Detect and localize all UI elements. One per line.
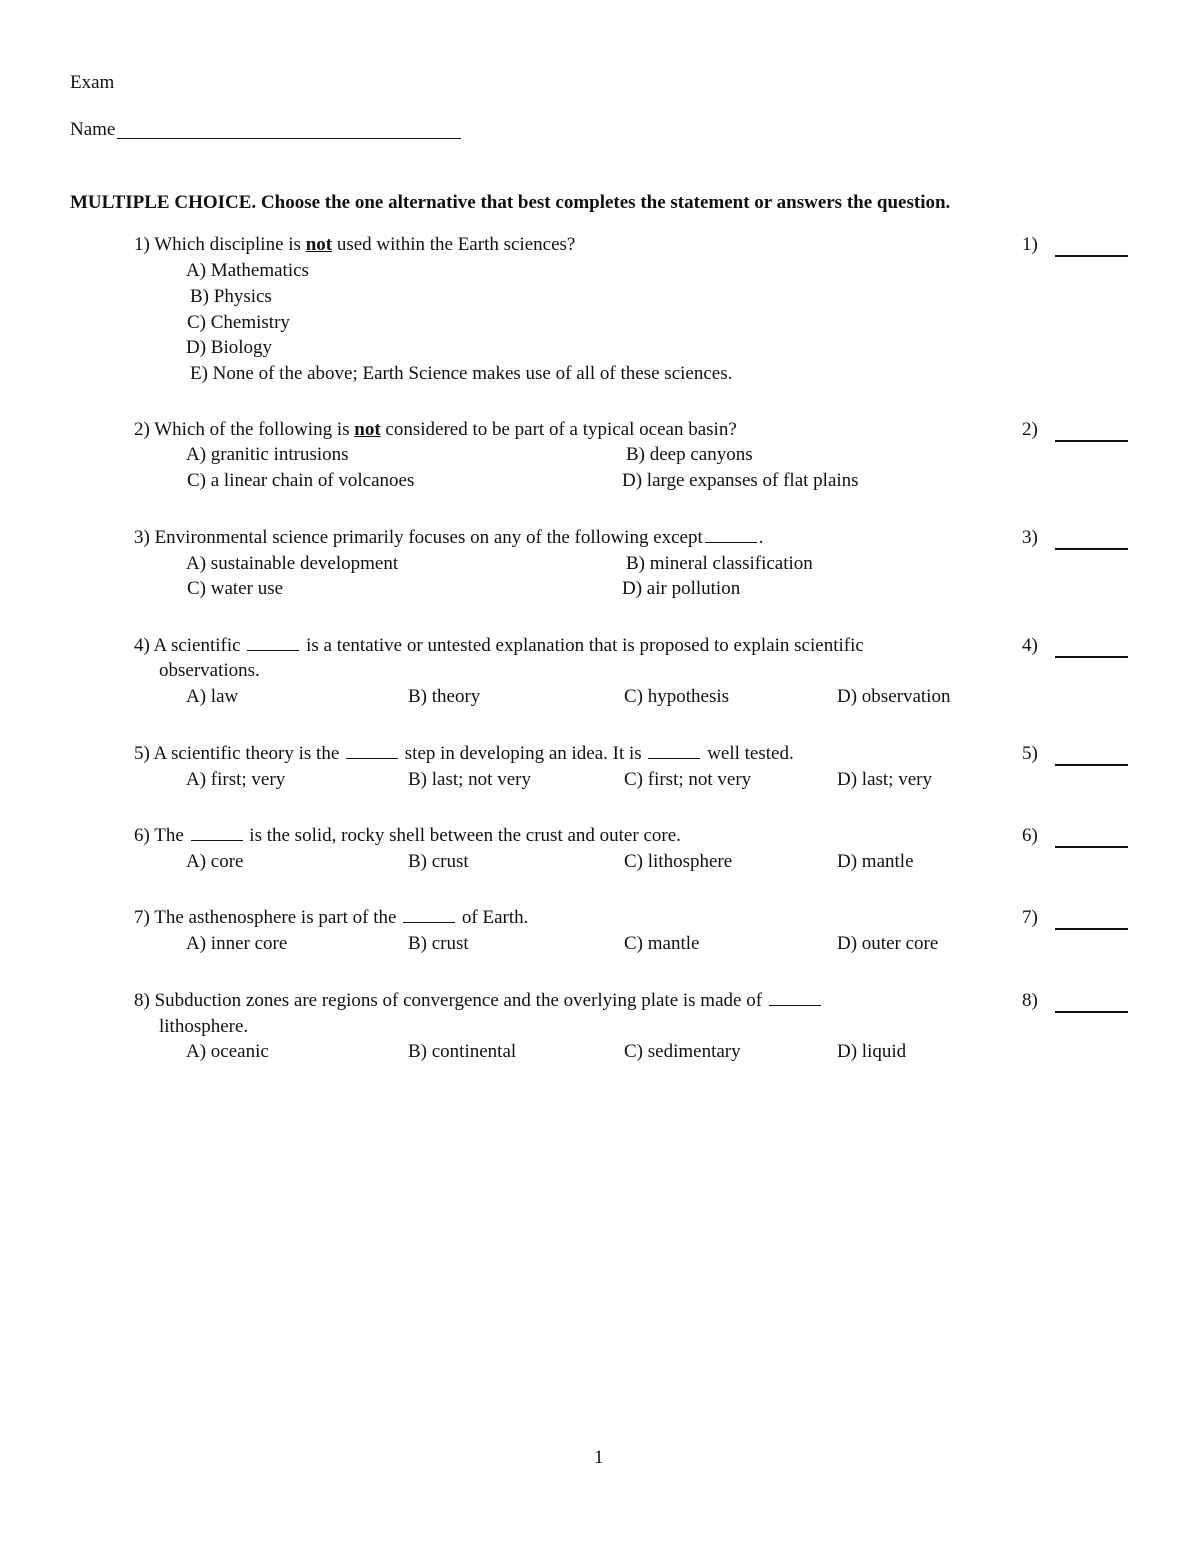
question-4-text: A scientific	[153, 635, 241, 656]
answer-3-label: 3)	[1022, 527, 1038, 548]
question-3-option-a[interactable]: A) sustainable development	[186, 553, 399, 574]
question-7-option-b[interactable]: B) crust	[408, 933, 469, 954]
name-label: Name	[70, 119, 116, 140]
question-4-text-end: is a tentative or untested explanation that is proposed to explain scientific	[306, 635, 864, 656]
answer-1-blank[interactable]	[1055, 255, 1128, 257]
question-8-option-c[interactable]: C) sedimentary	[624, 1041, 741, 1062]
question-6-option-c[interactable]: C) lithosphere	[624, 851, 733, 872]
question-8-text: Subduction zones are regions of convergence and the overlying plate is made of	[154, 990, 763, 1011]
answer-4-label: 4)	[1022, 635, 1038, 656]
question-2-option-d[interactable]: D) large expanses of flat plains	[622, 470, 859, 491]
answer-6-blank[interactable]	[1055, 846, 1128, 848]
question-4-stem	[134, 636, 864, 655]
question-1-option-b[interactable]: B) Physics	[190, 286, 272, 307]
question-2-option-b[interactable]: B) deep canyons	[626, 444, 753, 465]
question-2-stem	[134, 420, 737, 439]
instructions-text: Choose the one alternative that best completes the statement or answers the question.	[260, 192, 951, 213]
question-5-option-c[interactable]: C) first; not very	[624, 769, 752, 790]
question-8-blank	[769, 1004, 821, 1006]
question-6-text-end: is the solid, rocky shell between the crust and outer core.	[249, 825, 681, 846]
question-7-text-end: of Earth.	[461, 907, 529, 928]
answer-7-label: 7)	[1022, 907, 1038, 928]
question-8-number: 8)	[134, 990, 150, 1011]
page-number: 1	[594, 1447, 604, 1468]
question-6-option-a[interactable]: A) core	[186, 851, 244, 872]
answer-4-blank[interactable]	[1055, 656, 1128, 658]
answer-8-blank[interactable]	[1055, 1011, 1128, 1013]
question-3-option-d[interactable]: D) air pollution	[622, 578, 741, 599]
question-8-option-a[interactable]: A) oceanic	[186, 1041, 269, 1062]
question-6-option-d[interactable]: D) mantle	[837, 851, 914, 872]
question-7-text: The asthenosphere is part of the	[154, 907, 397, 928]
question-7-option-d[interactable]: D) outer core	[837, 933, 939, 954]
question-7-number: 7)	[134, 907, 150, 928]
question-2-option-a[interactable]: A) granitic intrusions	[186, 444, 349, 465]
answer-2-label: 2)	[1022, 419, 1038, 440]
question-8-option-d[interactable]: D) liquid	[837, 1041, 907, 1062]
question-1-text: Which discipline is	[154, 234, 301, 255]
question-5-text-middle: step in developing an idea. It is	[404, 743, 642, 764]
question-1-option-e[interactable]: E) None of the above; Earth Science makes use of all of these sciences.	[190, 363, 733, 384]
answer-8-label: 8)	[1022, 990, 1038, 1011]
question-3-text-end: .	[758, 527, 764, 548]
question-3-option-c[interactable]: C) water use	[187, 578, 284, 599]
question-2-emphasis: not	[354, 419, 381, 440]
question-1-text-end: used within the Earth sciences?	[336, 234, 576, 255]
question-6-text: The	[154, 825, 184, 846]
question-5-number: 5)	[134, 743, 150, 764]
question-5-blank-1	[346, 757, 398, 759]
question-7-blank	[403, 921, 455, 923]
question-7-stem	[134, 908, 528, 927]
question-5-option-a[interactable]: A) first; very	[186, 769, 286, 790]
question-5-text-end: well tested.	[707, 743, 794, 764]
question-3-text: Environmental science primarily focuses on any of the following except	[154, 527, 703, 548]
question-7-option-a[interactable]: A) inner core	[186, 933, 288, 954]
question-6-stem	[134, 826, 681, 845]
question-5-option-b[interactable]: B) last; not very	[408, 769, 531, 790]
question-5-stem	[134, 744, 794, 763]
question-1-option-c[interactable]: C) Chemistry	[187, 312, 290, 333]
question-1-stem	[134, 235, 575, 254]
question-2-text: Which of the following is	[154, 419, 350, 440]
question-6-blank	[191, 839, 243, 841]
question-1-option-a[interactable]: A) Mathematics	[186, 260, 309, 281]
question-5-blank-2	[648, 757, 700, 759]
question-8-stem-line2: lithosphere.	[159, 1016, 249, 1037]
question-3-option-b[interactable]: B) mineral classification	[626, 553, 813, 574]
question-5-option-d[interactable]: D) last; very	[837, 769, 932, 790]
question-2-text-end: considered to be part of a typical ocean basin?	[385, 419, 737, 440]
answer-7-blank[interactable]	[1055, 928, 1128, 930]
instructions-heading: MULTIPLE CHOICE.	[70, 192, 257, 213]
answer-6-label: 6)	[1022, 825, 1038, 846]
answer-5-label: 5)	[1022, 743, 1038, 764]
question-4-option-d[interactable]: D) observation	[837, 686, 951, 707]
question-3-blank	[705, 541, 757, 543]
question-2-number: 2)	[134, 419, 150, 440]
question-8-stem	[134, 991, 823, 1010]
exam-title: Exam	[70, 72, 115, 93]
answer-2-blank[interactable]	[1055, 440, 1128, 442]
name-field-line[interactable]	[117, 138, 461, 139]
question-6-option-b[interactable]: B) crust	[408, 851, 469, 872]
question-4-stem-line2: observations.	[159, 660, 260, 681]
answer-5-blank[interactable]	[1055, 764, 1128, 766]
question-1-emphasis: not	[305, 234, 333, 255]
question-6-number: 6)	[134, 825, 150, 846]
question-4-blank	[247, 649, 299, 651]
question-2-option-c[interactable]: C) a linear chain of volcanoes	[187, 470, 415, 491]
question-4-option-a[interactable]: A) law	[186, 686, 239, 707]
question-7-option-c[interactable]: C) mantle	[624, 933, 700, 954]
question-8-option-b[interactable]: B) continental	[408, 1041, 517, 1062]
question-3-number: 3)	[134, 527, 150, 548]
question-4-option-b[interactable]: B) theory	[408, 686, 481, 707]
answer-3-blank[interactable]	[1055, 548, 1128, 550]
question-4-number: 4)	[134, 635, 150, 656]
answer-1-label: 1)	[1022, 234, 1038, 255]
question-4-option-c[interactable]: C) hypothesis	[624, 686, 730, 707]
question-5-text: A scientific theory is the	[153, 743, 340, 764]
question-1-number: 1)	[134, 234, 150, 255]
question-1-option-d[interactable]: D) Biology	[186, 337, 273, 358]
instructions	[70, 193, 950, 212]
question-3-stem	[134, 528, 764, 547]
